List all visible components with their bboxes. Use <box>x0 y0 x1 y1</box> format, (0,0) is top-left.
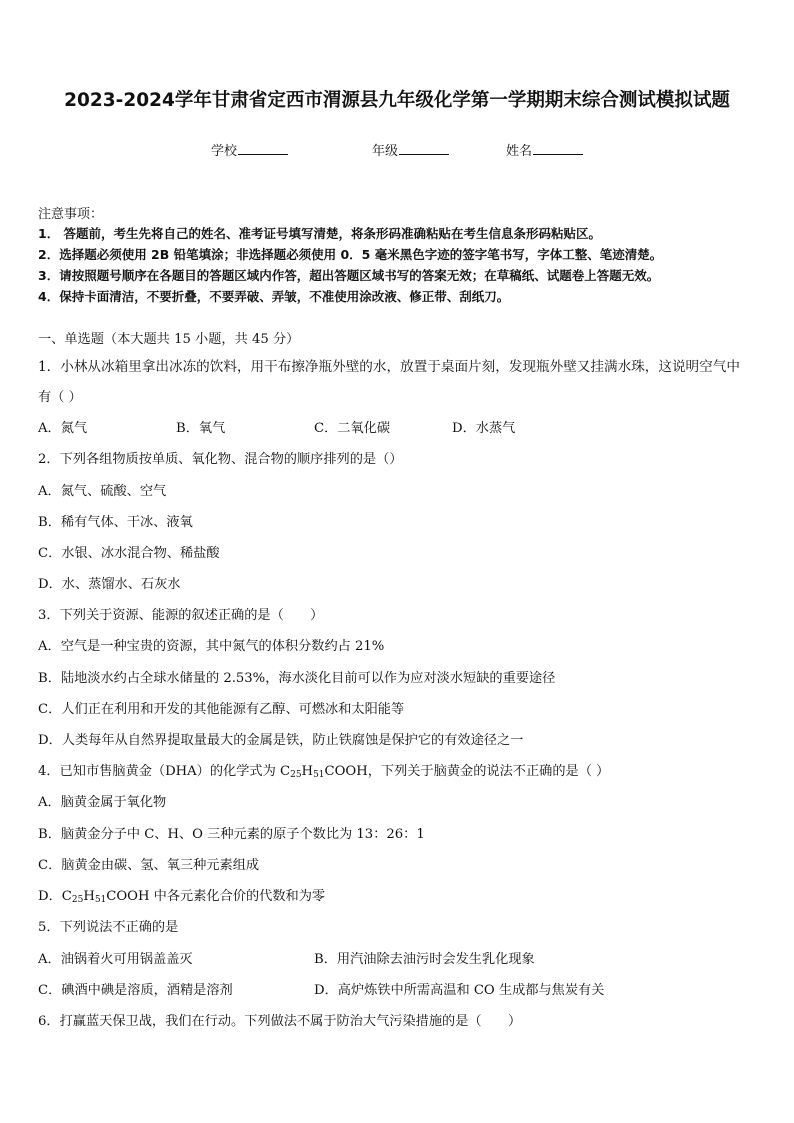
q1-option-d: D．水蒸气 <box>452 421 516 436</box>
school-field <box>211 140 288 159</box>
q5-option-b: B．用汽油除去油污时会发生乳化现象 <box>314 952 535 967</box>
q4-option-b: B．脑黄金分子中 C、H、O 三种元素的原子个数比为 13：26：1 <box>38 827 425 842</box>
grade-label: 年级 <box>372 144 399 159</box>
q2-option-d: D．水、蒸馏水、石灰水 <box>38 577 181 592</box>
q4-option-a: A．脑黄金属于氧化物 <box>38 795 167 810</box>
notice-item-3: 3．请按照题号顺序在各题目的答题区域内作答，超出答题区域书写的答案无效；在草稿纸、试题卷上答题无效。 <box>38 268 660 283</box>
page-title: 2023-2024学年甘肃省定西市渭源县九年级化学第一学期期末综合测试模拟试题 <box>64 90 730 111</box>
q5-option-a: A．油锅着火可用锅盖盖灭 <box>38 952 193 967</box>
name-field <box>506 140 583 159</box>
q5-option-c: C．碘酒中碘是溶质，酒精是溶剂 <box>38 983 233 998</box>
q2-option-c: C．水银、冰水混合物、稀盐酸 <box>38 546 220 561</box>
q2-option-a: A．氮气、硫酸、空气 <box>38 484 167 499</box>
q4-d-subscript-h: 51 <box>94 895 107 905</box>
q4-d-post: COOH 中各元素化合价的代数和为零 <box>106 889 326 904</box>
q1-option-b: B．氧气 <box>176 421 226 436</box>
notice-heading: 注意事项： <box>38 207 104 222</box>
school-label: 学校 <box>211 144 238 159</box>
q1-stem-line2: 有（ ） <box>38 390 82 405</box>
q4-stem-post: COOH，下列关于脑黄金的说法不正确的是（ ） <box>324 764 610 779</box>
q1-stem-line1: 1．小林从冰箱里拿出冰冻的饮料，用干布擦净瓶外壁的水，放置于桌面片刻，发现瓶外壁又挂满水珠，这说明空气中 <box>38 359 740 375</box>
grade-blank <box>399 142 449 155</box>
q4-option-c: C．脑黄金由碳、氢、氧三种元素组成 <box>38 858 260 873</box>
q3-option-b: B．陆地淡水约占全球水储量的 2.53%，海水淡化目前可以作为应对淡水短缺的重要途径 <box>38 671 556 686</box>
q4-stem-h: H <box>301 764 314 779</box>
q3-option-a: A．空气是一种宝贵的资源，其中氮气的体积分数约占 21% <box>38 639 385 654</box>
q3-stem: 3．下列关于资源、能源的叙述正确的是（ ） <box>38 608 324 623</box>
q1-option-c: C．二氧化碳 <box>314 421 391 436</box>
section-heading: 一、单选题（本大题共 15 小题，共 45 分） <box>38 332 300 347</box>
q4-stem <box>38 760 609 780</box>
q4-subscript-c: 25 <box>290 770 302 780</box>
q4-d-h: H <box>83 889 95 904</box>
school-blank <box>238 142 288 155</box>
q1-option-a: A．氮气 <box>38 421 88 436</box>
q3-option-d: D．人类每年从自然界提取量最大的金属是铁，防止铁腐蚀是保护它的有效途径之一 <box>38 733 524 748</box>
q4-d-pre: D．C <box>38 889 72 904</box>
notice-item-2: 2．选择题必须使用 2B 铅笔填涂；非选择题必须使用 0．5 毫米黑色字迹的签字笔书写，字体工整、笔迹清楚。 <box>38 247 663 262</box>
q4-stem-pre: 4．已知市售脑黄金（DHA）的化学式为 C <box>38 764 291 779</box>
name-blank <box>533 142 583 155</box>
q3-option-c: C．人们正在利用和开发的其他能源有乙醇、可燃冰和太阳能等 <box>38 702 405 717</box>
q5-option-d: D．高炉炼铁中所需高温和 CO 生成都与焦炭有关 <box>314 983 605 998</box>
q4-subscript-h: 51 <box>313 770 325 780</box>
q2-option-b: B．稀有气体、干冰、液氧 <box>38 515 193 530</box>
q4-option-d <box>38 885 325 905</box>
name-label: 姓名 <box>506 144 533 159</box>
q5-stem: 5．下列说法不正确的是 <box>38 920 179 935</box>
notice-item-4: 4．保持卡面清洁，不要折叠，不要弄破、弄皱，不准使用涂改液、修正带、刮纸刀。 <box>38 289 510 304</box>
grade-field <box>372 140 449 159</box>
q4-d-subscript-c: 25 <box>71 895 84 905</box>
notice-item-1: 1． 答题前，考生先将自己的姓名、准考证号填写清楚，将条形码准确粘贴在考生信息条形码粘贴区。 <box>38 226 602 241</box>
q6-stem: 6．打赢蓝天保卫战，我们在行动。下列做法不属于防治大气污染措施的是（ ） <box>38 1014 522 1029</box>
q2-stem: 2．下列各组物质按单质、氧化物、混合物的顺序排列的是（） <box>38 452 403 467</box>
